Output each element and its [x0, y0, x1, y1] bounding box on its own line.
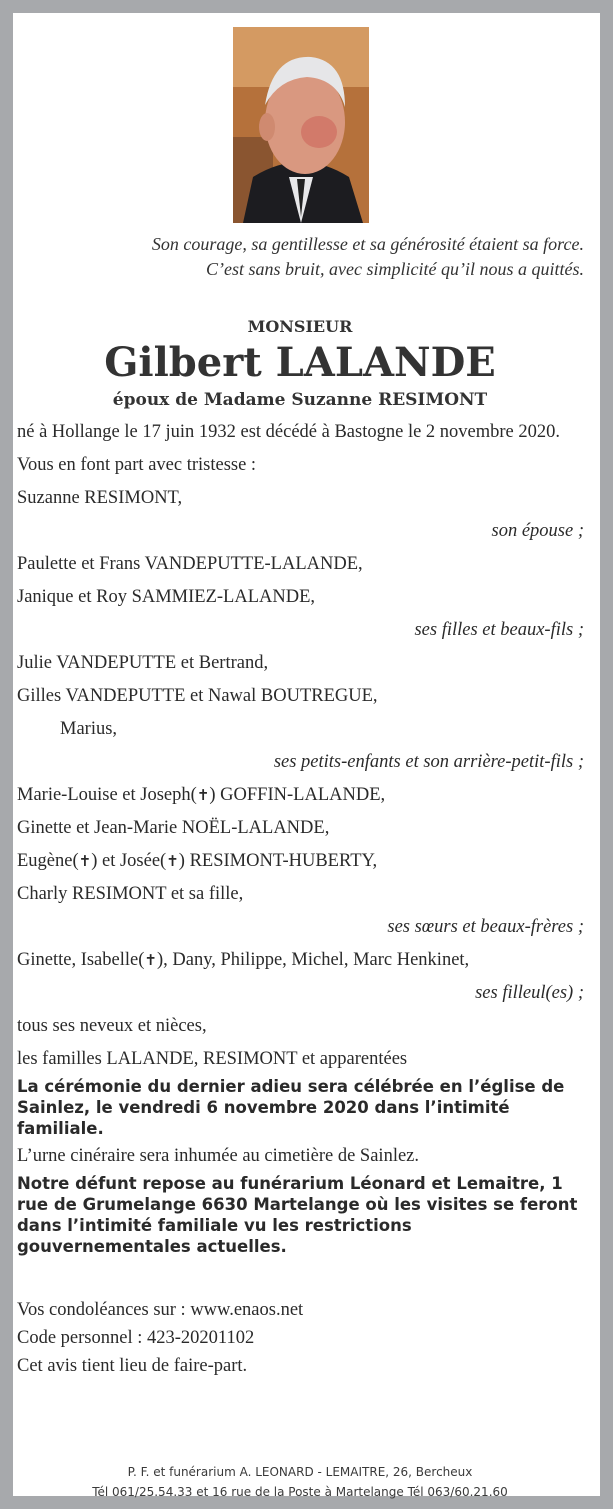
family-member: tous ses neveux et nièces, [17, 1016, 207, 1036]
family-member: Janique et Roy SAMMIEZ-LALANDE, [17, 587, 316, 607]
text-part: ), Dany, Philippe, Michel, Marc Henkinet, [156, 950, 470, 970]
text-part: ) et Josée( [91, 851, 167, 871]
cross-icon: ✝ [144, 951, 157, 969]
text-part: ) GOFFIN-LALANDE, [209, 785, 386, 805]
portrait-photo [233, 27, 369, 223]
family-member [17, 850, 584, 872]
ceremony-info: La cérémonie du dernier adieu sera célébrée en l’église de Sainlez, le vendredi 6 novembre 2020 dans l’intimité familiale. [17, 1077, 565, 1138]
personal-code: Code personnel : 423-20201102 [17, 1328, 255, 1348]
text-part: Marie-Louise et Joseph( [17, 785, 197, 805]
family-member [17, 949, 584, 971]
family-member: Suzanne RESIMONT, [17, 488, 183, 508]
intro-line: Vous en font part avec tristesse : [17, 455, 257, 475]
cross-icon: ✝ [166, 852, 179, 870]
family-member: Ginette et Jean-Marie NOËL-LALANDE, [17, 818, 330, 838]
family-member: Gilles VANDEPUTTE et Nawal BOUTREGUE, [17, 686, 378, 706]
family-role: ses petits-enfants et son arrière-petit-fils ; [273, 752, 584, 772]
honorific: MONSIEUR [247, 317, 353, 336]
footer-line: Tél 061/25.54.33 et 16 rue de la Poste à Martelange Tél 063/60.21.60 [92, 1485, 508, 1499]
epitaph-quote [104, 232, 584, 282]
rest-info: Notre défunt repose au funérarium Léonard et Lemaitre, 1 rue de Grumelange 6630 Martelange où les visites se feront dans l’intimité familiale vu les restrictions gouvernementales actuelles. [17, 1174, 578, 1256]
funeral-home-footer [0, 1462, 600, 1502]
obituary-body [17, 421, 584, 1377]
notice-line: Cet avis tient lieu de faire-part. [17, 1356, 248, 1376]
cross-icon: ✝ [196, 786, 210, 804]
urn-info: L’urne cinéraire sera inhumée au cimetière de Sainlez. [17, 1146, 420, 1166]
text-part: ) RESIMONT-HUBERTY, [178, 851, 378, 871]
quote-line: Son courage, sa gentillesse et sa générosité étaient sa force. [151, 234, 584, 254]
family-role: ses filles et beaux-fils ; [414, 620, 584, 640]
family-member: Paulette et Frans VANDEPUTTE-LALANDE, [17, 554, 363, 574]
condolences-line: Vos condoléances sur : www.enaos.net [17, 1300, 304, 1320]
family-member: Charly RESIMONT et sa fille, [17, 884, 244, 904]
footer-line: P. F. et funérarium A. LEONARD - LEMAITRE, 26, Bercheux [127, 1465, 473, 1479]
family-member [17, 784, 584, 806]
cross-icon: ✝ [78, 852, 92, 870]
family-role: ses sœurs et beaux-frères ; [387, 917, 584, 937]
family-role: son épouse ; [491, 521, 584, 541]
family-member: Julie VANDEPUTTE et Bertrand, [17, 653, 269, 673]
text-part: Eugène( [17, 851, 79, 871]
deceased-name: Gilbert LALANDE [104, 339, 496, 386]
family-role: ses filleul(es) ; [475, 983, 584, 1003]
family-member: les familles LALANDE, RESIMONT et apparentées [17, 1049, 408, 1069]
birth-death-line: né à Hollange le 17 juin 1932 est décédé à Bastogne le 2 novembre 2020. [17, 422, 561, 442]
quote-line: C’est sans bruit, avec simplicité qu’il nous a quittés. [206, 259, 584, 279]
spouse-line: époux de Madame Suzanne RESIMONT [112, 390, 488, 410]
family-member: Marius, [60, 719, 118, 739]
text-part: Ginette, Isabelle( [17, 950, 145, 970]
